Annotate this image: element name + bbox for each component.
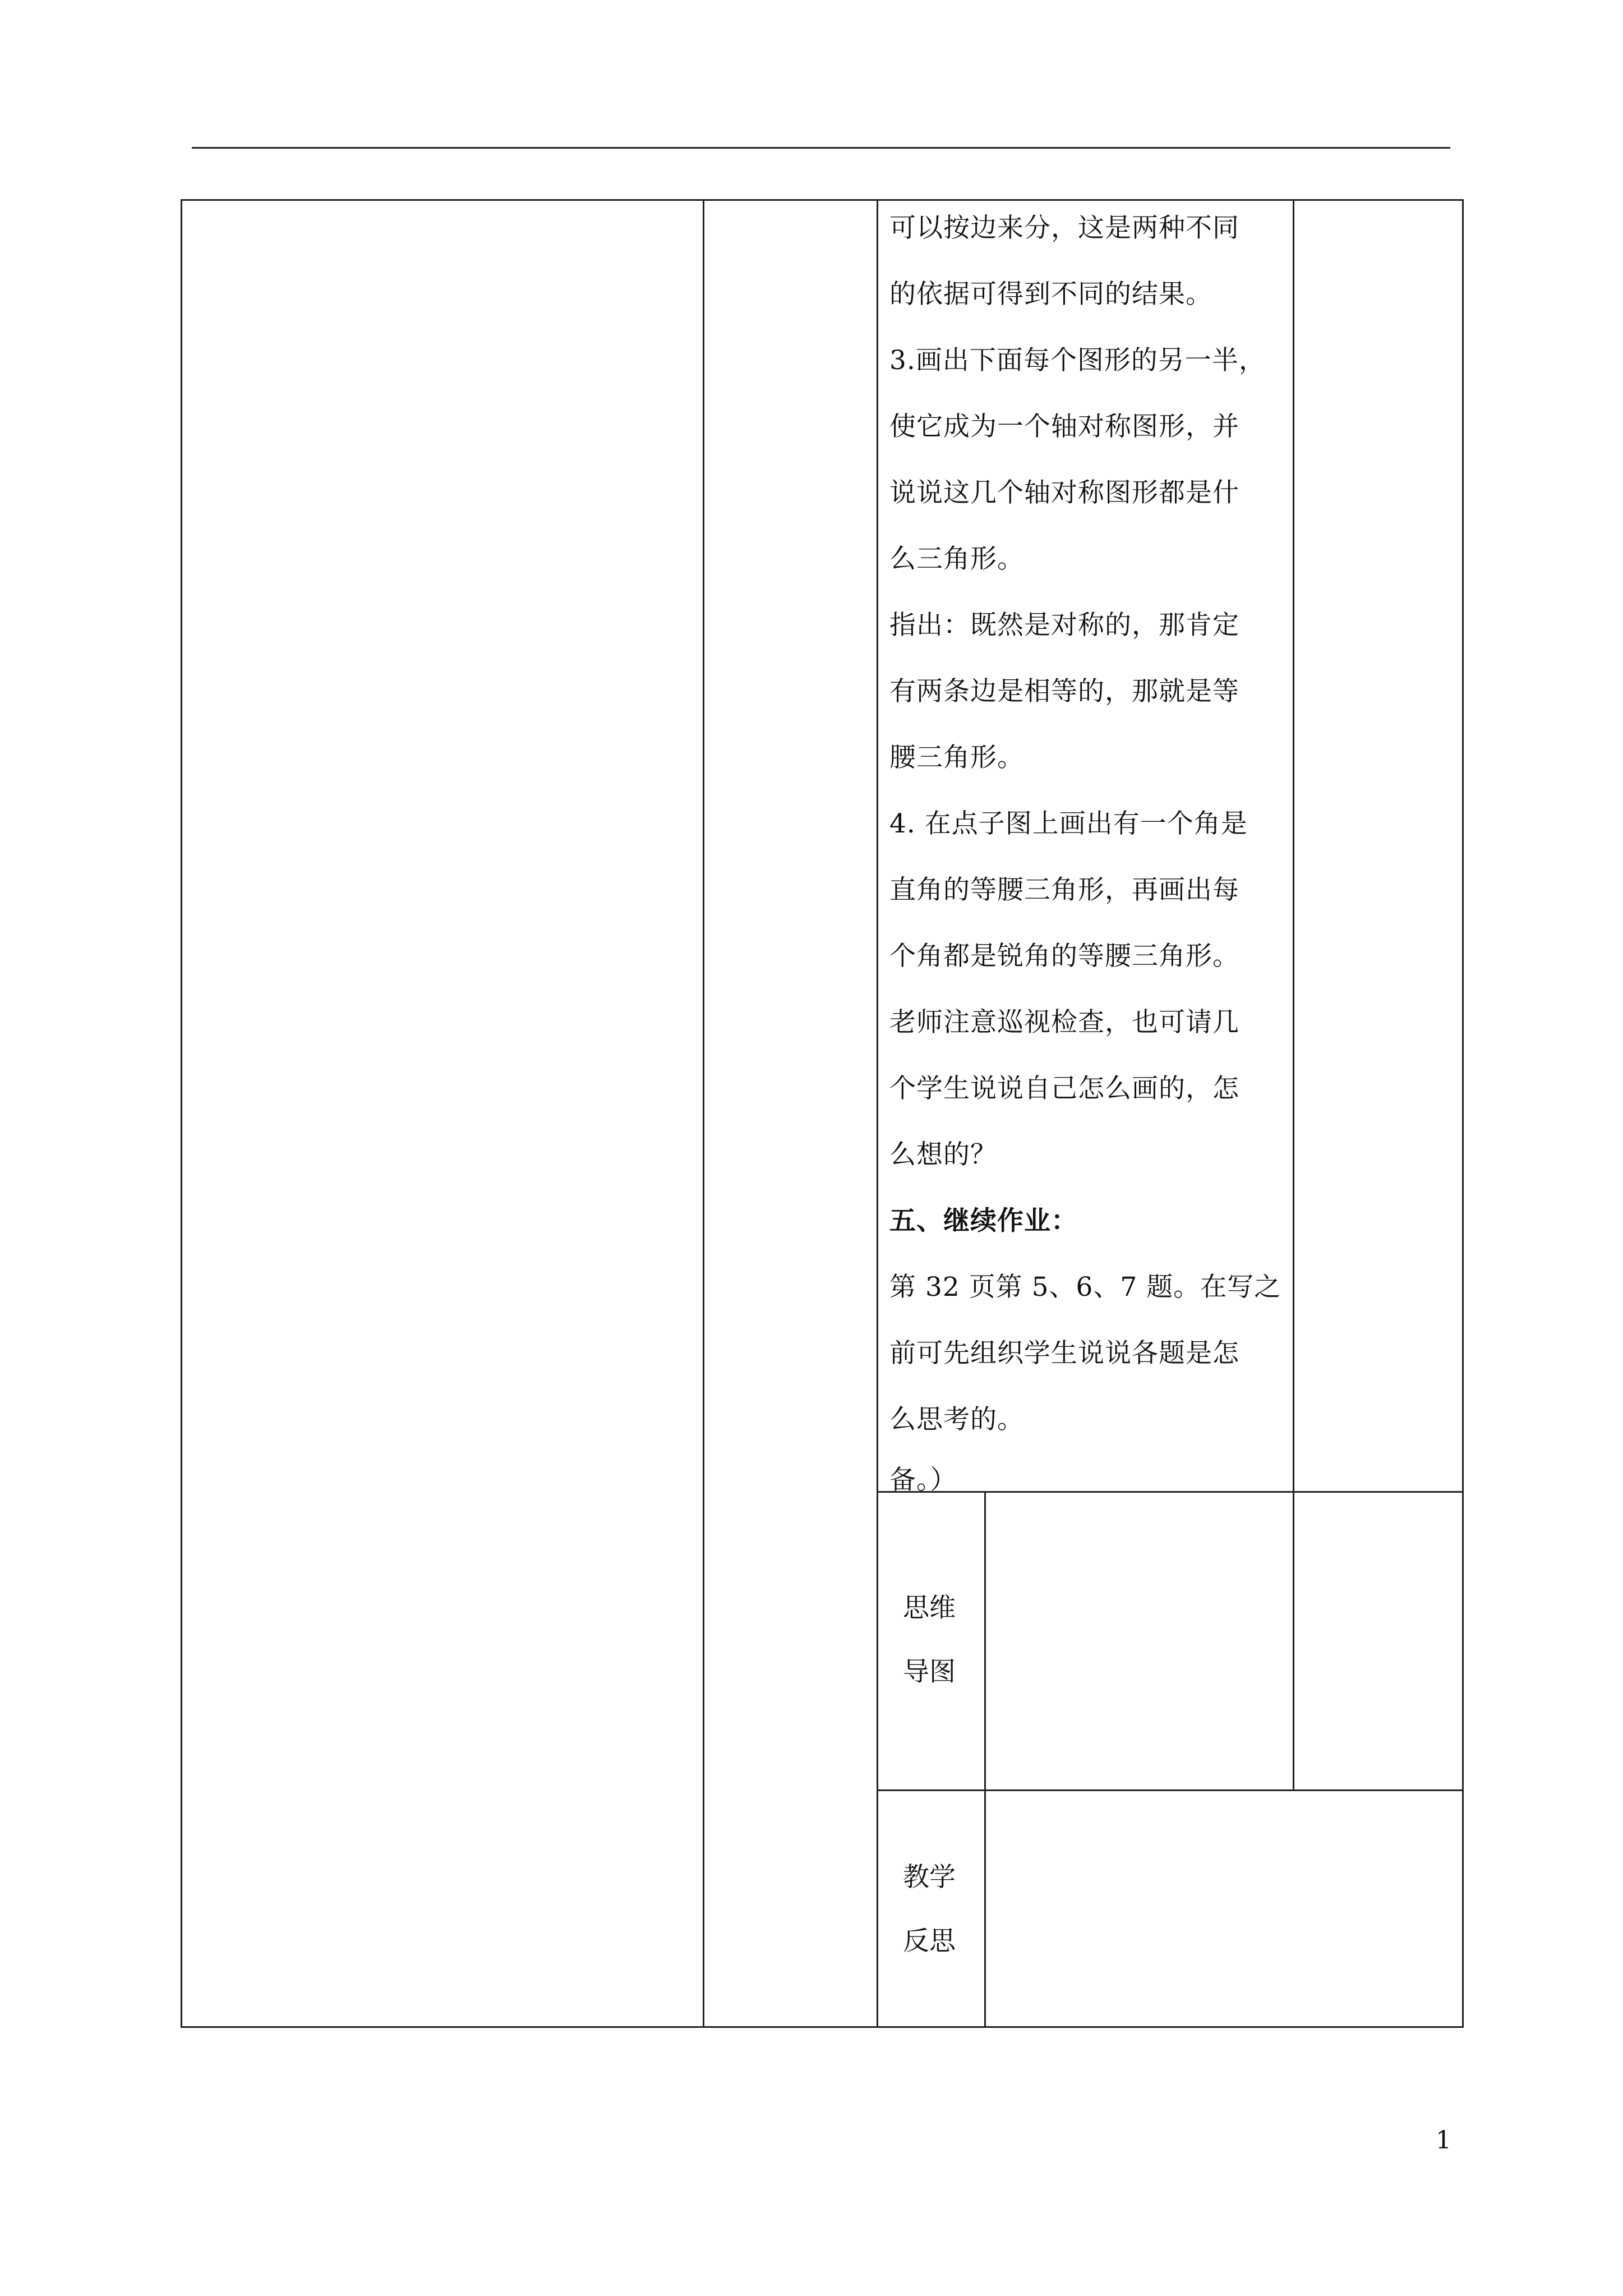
lesson-line: 有两条边是相等的，那就是等 (889, 676, 1239, 707)
lesson-line: 个角都是锐角的等腰三角形。 (889, 941, 1239, 972)
homework-line: 前可先组织学生说说各题是怎 (889, 1338, 1239, 1369)
header-rule (192, 147, 1450, 149)
mind-map-label-line: 导图 (903, 1657, 956, 1687)
reflection-label (876, 1846, 983, 1973)
lesson-line: 可以按边来分，这是两种不同 (889, 213, 1239, 243)
row-divider-reflection (877, 1789, 1464, 1791)
homework-line: 么思考的。 (889, 1404, 1024, 1435)
label-column-divider (984, 1491, 986, 2028)
table-right-border (1462, 199, 1464, 2028)
lesson-line: 直角的等腰三角形，再画出每 (889, 875, 1239, 905)
mind-map-label-line: 思维 (903, 1593, 956, 1623)
column-divider-2 (877, 199, 878, 2028)
trailing-line: 备。） (889, 1465, 957, 1496)
lesson-line: 个学生说说自己怎么画的，怎 (889, 1073, 1239, 1104)
column-divider-3 (1293, 199, 1294, 1791)
reflection-label-line: 教学 (903, 1862, 956, 1893)
lesson-line: 3.画出下面每个图形的另一半， (889, 345, 1266, 376)
lesson-line: 说说这几个轴对称图形都是什 (889, 477, 1239, 508)
lesson-line: 老师注意巡视检查，也可请几 (889, 1007, 1239, 1038)
homework-line: 第 32 页第 5、6、7 题。在写之 (889, 1272, 1281, 1303)
lesson-line: 么想的？ (889, 1139, 997, 1170)
table-left-border (181, 199, 182, 2028)
homework-heading: 五、继续作业： (889, 1205, 1078, 1236)
lesson-line: 指出：既然是对称的，那肯定 (889, 610, 1239, 641)
page-number: 1 (1436, 2126, 1451, 2155)
reflection-label-line: 反思 (903, 1926, 956, 1957)
lesson-content-cell (889, 195, 1282, 1506)
lesson-line: 腰三角形。 (889, 742, 1024, 773)
mind-map-label (876, 1576, 983, 1704)
lesson-line: 4. 在点子图上画出有一个角是 (889, 808, 1248, 839)
lesson-line: 么三角形。 (889, 544, 1024, 574)
lesson-line: 的依据可得到不同的结果。 (889, 279, 1212, 310)
lesson-line: 使它成为一个轴对称图形，并 (889, 411, 1239, 442)
column-divider-1 (703, 199, 704, 2028)
table-bottom-border (181, 2026, 1464, 2028)
